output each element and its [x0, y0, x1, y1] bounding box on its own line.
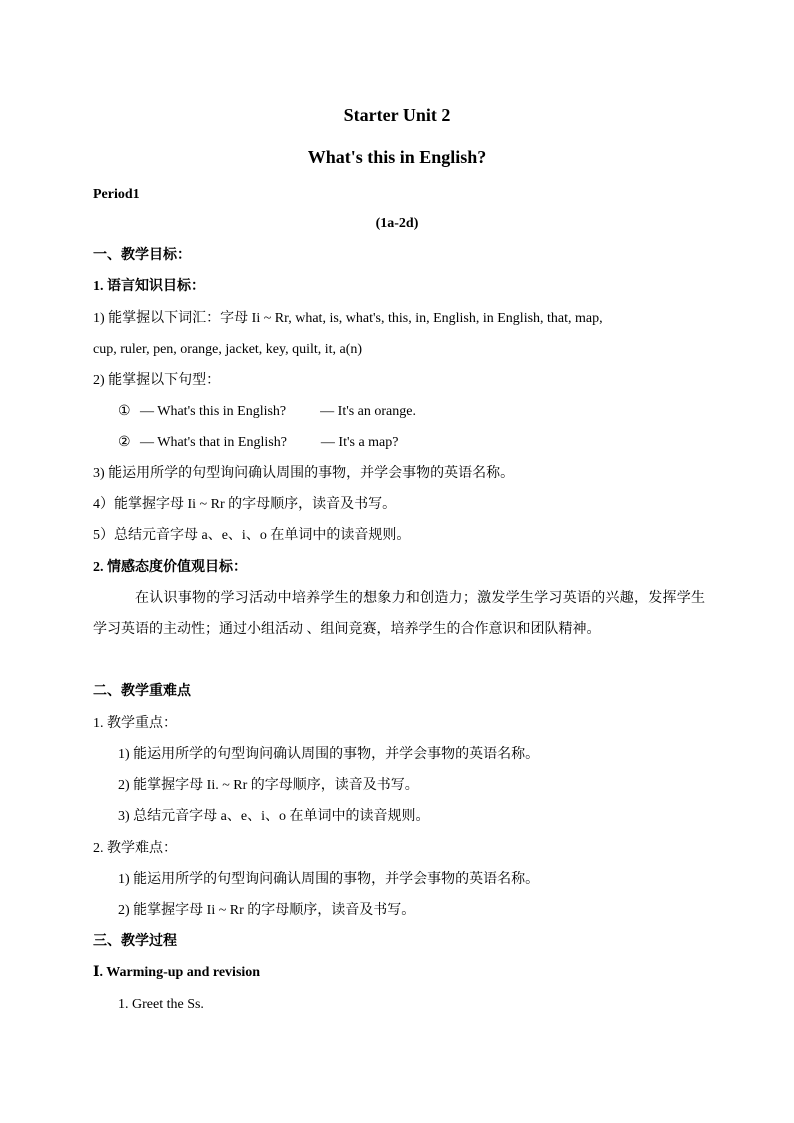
objective-item-3: 3) 能运用所学的句型询问确认周围的事物，并学会事物的英语名称。 — [93, 466, 515, 481]
dialogue-answer: — It's an orange. — [320, 404, 416, 419]
subheading-language-knowledge: 1. 语言知识目标： — [93, 279, 205, 294]
key-point-1: 1) 能运用所学的句型询问确认周围的事物，并学会事物的英语名称。 — [118, 747, 540, 762]
vocab-line-1: 1) 能掌握以下词汇：字母 Ii ~ Rr, what, is, what's, this, in, English, in English, that, map, — [93, 311, 603, 326]
key-point-3: 3) 总结元音字母 a、e、i、o 在单词中的读音规则。 — [118, 809, 430, 824]
warming-up-heading: Ⅰ. Warming-up and revision — [93, 965, 261, 980]
difficult-point-2: 2) 能掌握字母 Ii ~ Rr 的字母顺序，读音及书写。 — [118, 903, 416, 918]
section-heading-process: 三、教学过程 — [93, 934, 177, 949]
process-step-1: 1. Greet the Ss. — [118, 997, 204, 1012]
difficult-points-label: 2. 教学难点： — [93, 841, 177, 856]
sentence-pattern-label: 2) 能掌握以下句型： — [93, 373, 221, 388]
objective-item-4: 4）能掌握字母 Ii ~ Rr 的字母顺序，读音及书写。 — [93, 497, 397, 512]
doc-subtitle: What's this in English? — [307, 147, 487, 167]
vocab-line-2: cup, ruler, pen, orange, jacket, key, quilt, it, a(n) — [93, 342, 363, 357]
dialogue-line-2 — [118, 434, 398, 452]
subheading-emotion-values: 2. 情感态度价值观目标： — [93, 560, 247, 575]
dialogue-number: ② — [118, 435, 131, 450]
emotion-paragraph: 在认识事物的学习活动中培养学生的想象力和创造力；激发学生学习英语的兴趣，发挥学生学习英语的主动性；通过小组活动 、组间竞赛，培养学生的合作意识和团队精神。 — [93, 591, 705, 637]
period-label: Period1 — [93, 187, 140, 202]
section-heading-objectives: 一、教学目标： — [93, 248, 191, 263]
objective-item-5: 5）总结元音字母 a、e、i、o 在单词中的读音规则。 — [93, 528, 411, 543]
doc-title: Starter Unit 2 — [343, 105, 451, 125]
dialogue-question: — What's that in English? — [140, 435, 287, 450]
dialogue-answer: — It's a map? — [320, 435, 399, 450]
section-heading-key-points: 二、教学重难点 — [93, 684, 191, 699]
dialogue-question: — What's this in English? — [140, 404, 287, 419]
key-point-2: 2) 能掌握字母 Ii. ~ Rr 的字母顺序，读音及书写。 — [118, 778, 419, 793]
key-points-label: 1. 教学重点： — [93, 716, 177, 731]
difficult-point-1: 1) 能运用所学的句型询问确认周围的事物，并学会事物的英语名称。 — [118, 872, 540, 887]
lesson-range: (1a-2d) — [375, 216, 419, 231]
dialogue-number: ① — [118, 404, 131, 419]
dialogue-line-1 — [118, 403, 416, 421]
